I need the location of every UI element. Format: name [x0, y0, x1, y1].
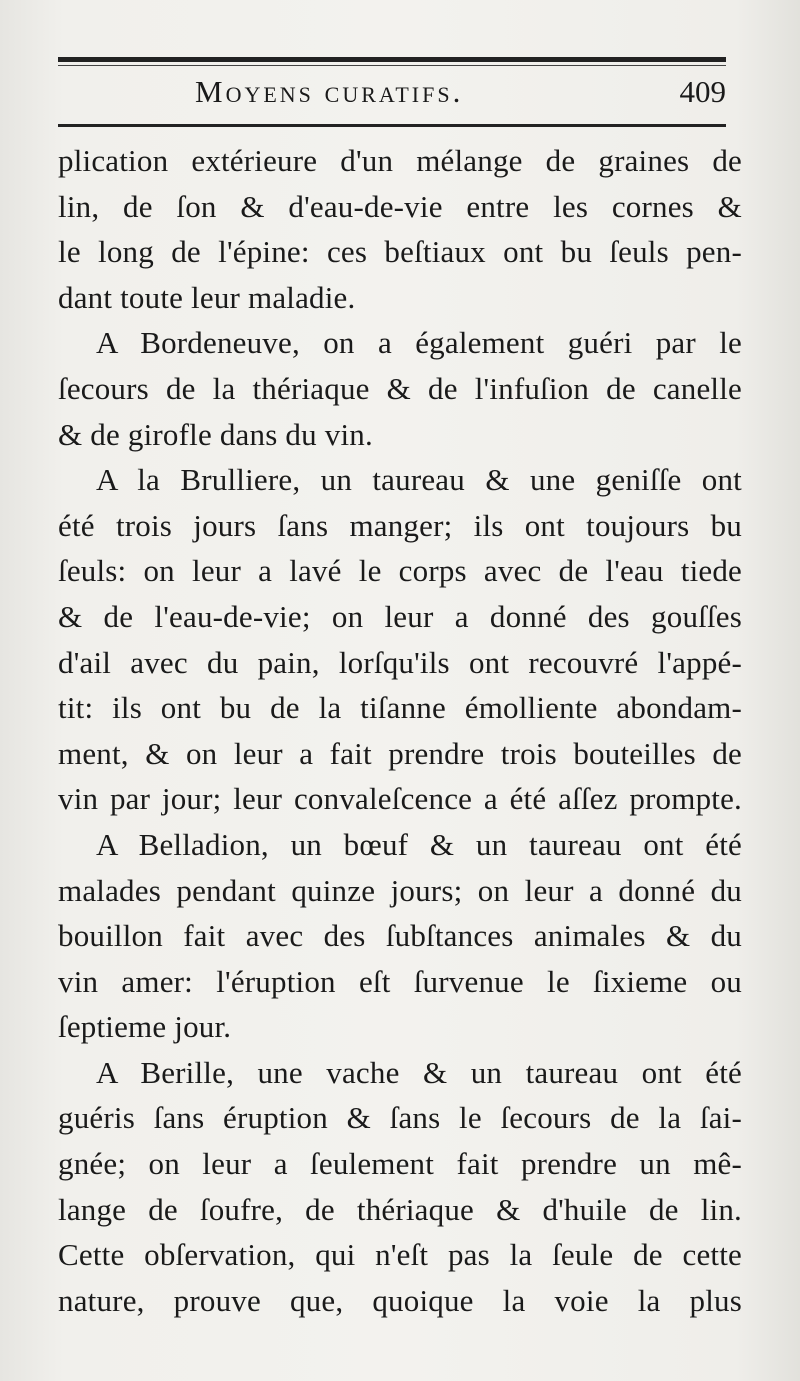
text-line: vin amer: l'éruption eſt ſurvenue le ſixieme ou [58, 963, 742, 999]
text-line: Cette obſervation, qui n'eſt pas la ſeule de cette [58, 1237, 742, 1273]
text-line: lin, de ſon & d'eau-de-vie entre les cornes & [58, 188, 742, 224]
page-header [58, 72, 726, 116]
text-line: A Bordeneuve, on a également guéri par le [96, 325, 742, 361]
text-line: A la Brulliere, un taureau & une geniſſe ont [96, 462, 742, 498]
text-line: tit: ils ont bu de la tiſanne émolliente abondam- [58, 690, 742, 726]
header-bottom-rule [58, 124, 726, 127]
text-line: ment, & on leur a fait prendre trois bouteilles de [58, 735, 742, 771]
text-line: gnée; on leur a ſeulement fait prendre un mê- [58, 1146, 742, 1182]
text-line: A Berille, une vache & un taureau ont été [96, 1054, 742, 1090]
header-top-rule [58, 57, 726, 62]
text-line: ſeptieme jour. [58, 1009, 232, 1045]
text-line: guéris ſans éruption & ſans le ſecours de la ſai- [58, 1100, 742, 1136]
text-line: & de l'eau-de-vie; on leur a donné des gouſſes [58, 598, 742, 634]
text-line: dant toute leur maladie. [58, 279, 356, 315]
text-line: vin par jour; leur convaleſcence a été aſſez prompte. [58, 781, 742, 817]
text-line: & de girofle dans du vin. [58, 416, 373, 452]
text-line: ſeuls: on leur a lavé le corps avec de l'eau tiede [58, 553, 742, 589]
text-line: plication extérieure d'un mélange de graines de [58, 143, 742, 178]
text-line: A Belladion, un bœuf & un taureau ont été [96, 826, 742, 862]
header-top-thin-rule [58, 65, 726, 66]
text-line: ſecours de la thériaque & de l'infuſion de canelle [58, 370, 742, 406]
text-line: été trois jours ſans manger; ils ont toujours bu [58, 507, 742, 543]
page-number: 409 [679, 74, 726, 109]
text-line: d'ail avec du pain, lorſqu'ils ont recouvré l'appé- [58, 644, 742, 680]
text-line: malades pendant quinze jours; on leur a donné du [58, 872, 742, 908]
text-line: lange de ſoufre, de thériaque & d'huile de lin. [58, 1191, 742, 1227]
text-line: bouillon fait avec des ſubſtances animales & du [58, 918, 742, 954]
body-text [58, 138, 742, 1323]
text-line: nature, prouve que, quoique la voie la plus [58, 1282, 742, 1318]
text-line: le long de l'épine: ces beſtiaux ont bu ſeuls pen- [58, 234, 742, 270]
running-title: Moyens curatifs. [195, 74, 464, 109]
